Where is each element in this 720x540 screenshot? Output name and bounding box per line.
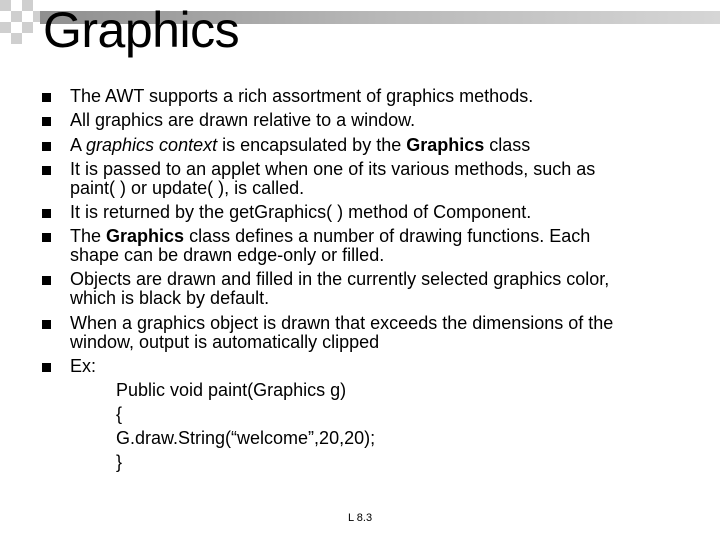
bullet-text (70, 136, 530, 155)
slide-footer-label: L 8.3 (348, 512, 373, 524)
bullet-text-run: The (70, 226, 107, 246)
bullet-text (70, 87, 533, 106)
bullet-text-run: The AWT supports a rich assortment of graphics methods. (70, 86, 534, 106)
bullet-text-run: class (484, 135, 531, 155)
bullet-text (70, 314, 613, 333)
bullet-text-run: All graphics are drawn relative to a window. (70, 110, 416, 130)
bullet-text-run: is encapsulated by the (217, 135, 407, 155)
bullet-text-run: When a graphics object is drawn that exceeds the dimensions of the (70, 313, 614, 333)
code-line: } (116, 452, 123, 472)
bullet-text (70, 227, 590, 246)
bullet-square-icon (42, 320, 51, 329)
bullet-text-run: It is passed to an applet when one of its various methods, such as (70, 159, 596, 179)
code-line: G.draw.String(“welcome”,20,20); (116, 428, 376, 448)
bullet-text-continuation: shape can be drawn edge-only or filled. (70, 245, 385, 265)
bullet-square-icon (42, 142, 51, 151)
bullet-text (70, 357, 96, 376)
bullet-text-run: Graphics (406, 135, 485, 155)
bullet-square-icon (42, 209, 51, 218)
bullet-text-run: graphics context (86, 135, 218, 155)
bullet-text-continuation: which is black by default. (70, 288, 270, 308)
bullet-square-icon (42, 233, 51, 242)
bullet-square-icon (42, 276, 51, 285)
bullet-square-icon (42, 166, 51, 175)
bullet-text-run: A (70, 135, 87, 155)
bullet-text-run: Ex: (70, 356, 97, 376)
bullet-text (70, 270, 609, 289)
slide-title: Graphics (43, 2, 240, 58)
code-line: Public void paint(Graphics g) (116, 380, 347, 400)
bullet-text-run: It is returned by the getGraphics( ) method of Component. (70, 202, 532, 222)
bullet-text (70, 160, 595, 179)
bullet-text-run: class defines a number of drawing functions. Each (184, 226, 591, 246)
bullet-text-run: Graphics (106, 226, 185, 246)
bullet-text-continuation: window, output is automatically clipped (70, 332, 380, 352)
bullet-text-continuation: paint( ) or update( ), is called. (70, 178, 305, 198)
bullet-text (70, 111, 415, 130)
bullet-square-icon (42, 93, 51, 102)
bullet-text (70, 203, 531, 222)
bullet-square-icon (42, 117, 51, 126)
bullet-square-icon (42, 363, 51, 372)
code-line: { (116, 404, 123, 424)
bullet-text-run: Objects are drawn and filled in the currently selected graphics color, (70, 269, 610, 289)
